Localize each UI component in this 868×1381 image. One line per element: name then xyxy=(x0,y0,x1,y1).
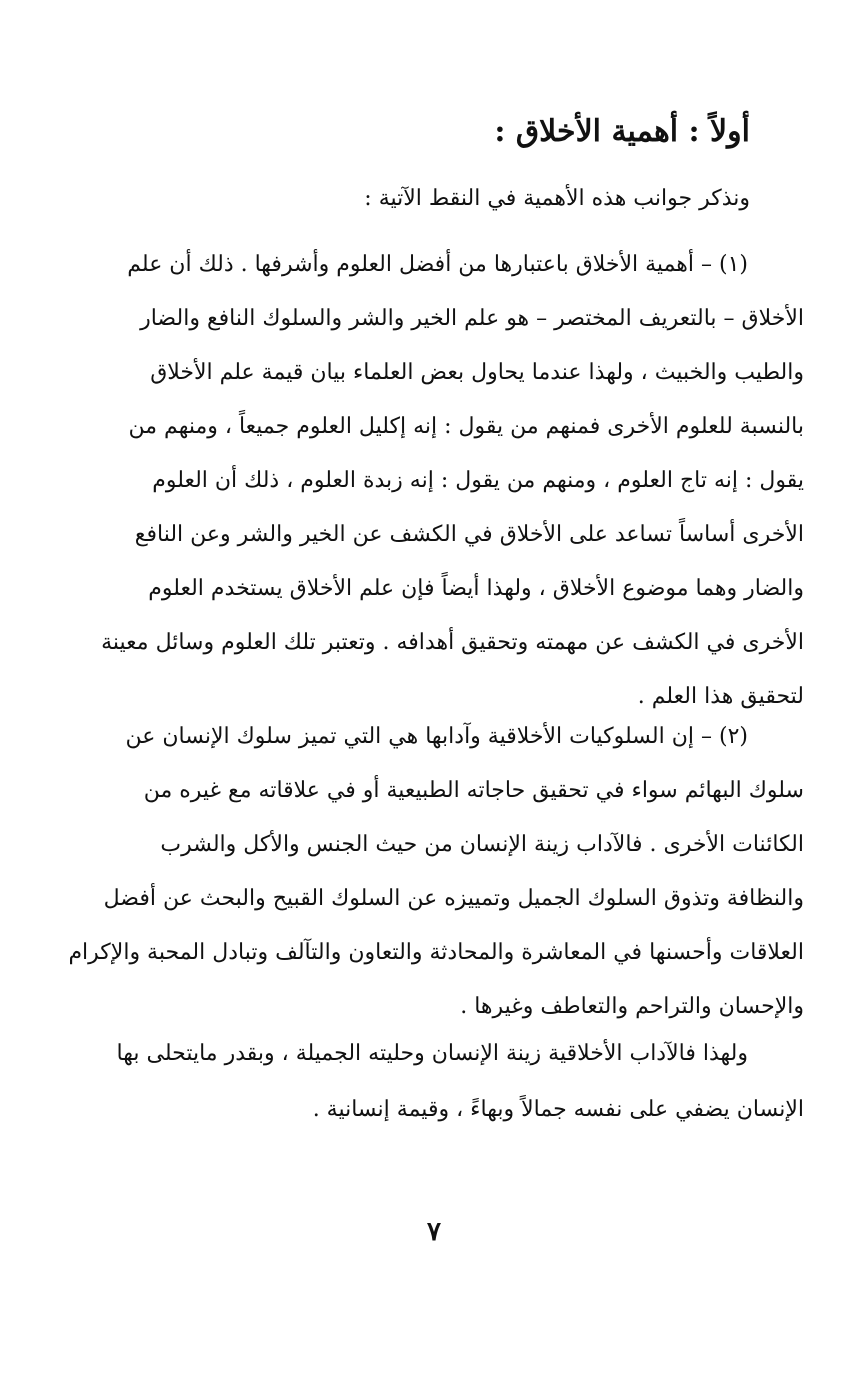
paragraph-conclusion xyxy=(100,1026,804,1138)
paragraph-line: والضار وهما موضوع الأخلاق ، ولهذا أيضاً فإن علم الأخلاق يستخدم العلوم xyxy=(148,576,804,601)
paragraph-line: والطيب والخبيث ، ولهذا عندما يحاول بعض العلماء بيان قيمة علم الأخلاق xyxy=(150,360,804,385)
paragraph-line: والنظافة وتذوق السلوك الجميل وتمييزه عن السلوك القبيح والبحث عن أفضل xyxy=(103,886,804,911)
intro-sentence: ونذكر جوانب هذه الأهمية في النقط الآتية : xyxy=(364,186,750,211)
paragraph-line: (٢) – إن السلوكيات الأخلاقية وآدابها هي التي تميز سلوك الإنسان عن xyxy=(125,724,748,749)
paragraph-line: لتحقيق هذا العلم . xyxy=(637,684,804,709)
paragraph-line: الأخرى في الكشف عن مهمته وتحقيق أهدافه . وتعتبر تلك العلوم وسائل معينة xyxy=(101,630,804,655)
paragraph-line: الإنسان يضفي على نفسه جمالاً وبهاءً ، وقيمة إنسانية . xyxy=(312,1097,804,1122)
paragraph-importance-of-ethics xyxy=(100,238,804,724)
paragraph-line: سلوك البهائم سواء في تحقيق حاجاته الطبيعية أو في علاقاته مع غيره من xyxy=(143,778,804,803)
paragraph-line: الكائنات الأخرى . فالآداب زينة الإنسان من حيث الجنس والأكل والشرب xyxy=(160,832,804,857)
section-heading: أولاً : أهمية الأخلاق : xyxy=(494,114,750,149)
paragraph-line: بالنسبة للعلوم الأخرى فمنهم من يقول : إنه إكليل العلوم جميعاً ، ومنهم من xyxy=(128,414,804,439)
paragraph-line: (١) – أهمية الأخلاق باعتبارها من أفضل العلوم وأشرفها . ذلك أن علم xyxy=(127,252,748,277)
paragraph-line: ولهذا فالآداب الأخلاقية زينة الإنسان وحليته الجميلة ، وبقدر مايتحلى بها xyxy=(116,1041,748,1066)
paragraph-line: العلاقات وأحسنها في المعاشرة والمحادثة والتعاون والتآلف وتبادل المحبة والإكرام xyxy=(68,940,804,965)
page-number: ٧ xyxy=(427,1217,441,1247)
paragraph-line: والإحسان والتراحم والتعاطف وغيرها . xyxy=(460,994,804,1019)
paragraph-ethical-behaviour xyxy=(68,710,804,1034)
paragraph-line: يقول : إنه تاج العلوم ، ومنهم من يقول : إنه زبدة العلوم ، ذلك أن العلوم xyxy=(152,468,804,493)
paragraph-line: الأخلاق – بالتعريف المختصر – هو علم الخير والشر والسلوك النافع والضار xyxy=(140,306,804,331)
paragraph-line: الأخرى أساساً تساعد على الأخلاق في الكشف عن الخير والشر وعن النافع xyxy=(134,522,804,547)
